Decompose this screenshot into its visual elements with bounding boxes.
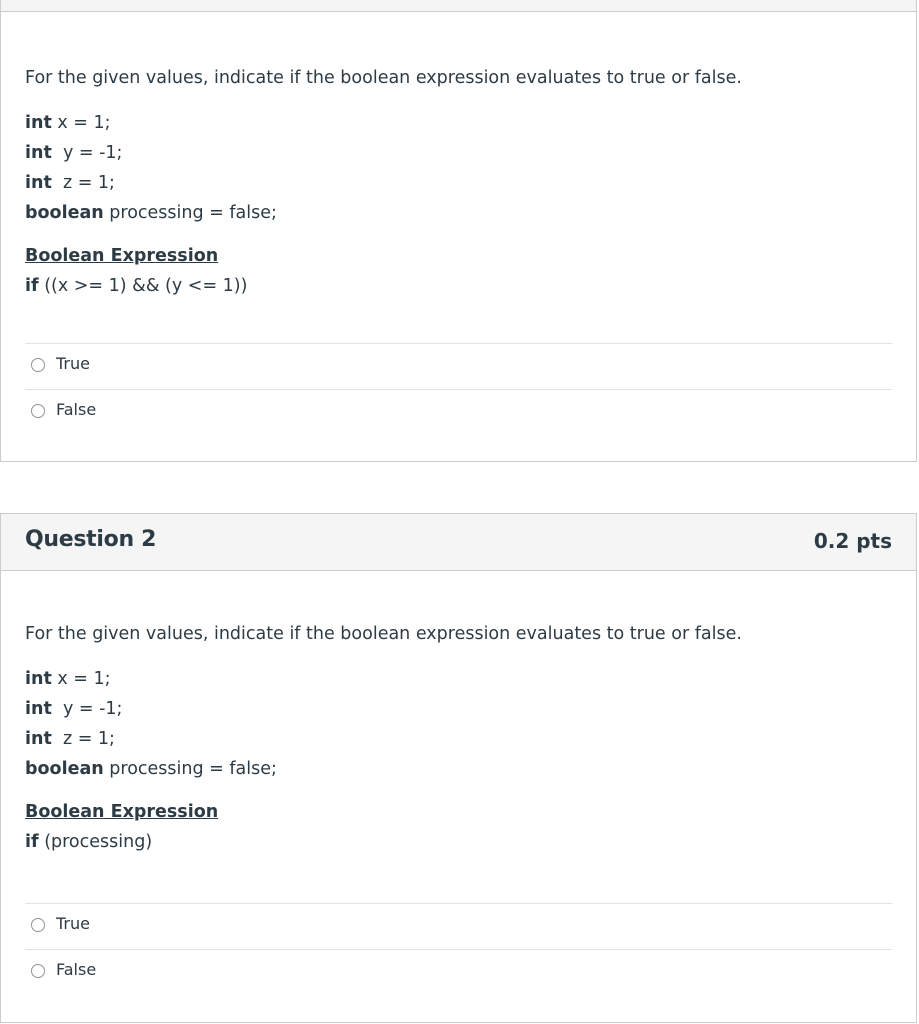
expression-keyword: if xyxy=(25,832,39,852)
declaration-keyword: boolean xyxy=(25,203,104,223)
question-prompt: For the given values, indicate if the boolean expression evaluates to true or false. xyxy=(25,68,742,88)
question-1-body xyxy=(25,63,892,301)
expression-heading: Boolean Expression xyxy=(25,246,219,266)
declaration-text: x = 1; xyxy=(51,113,111,133)
question-2-body xyxy=(25,619,892,857)
expression-text: ((x >= 1) && (y <= 1)) xyxy=(38,276,248,296)
question-points: 0.2 pts xyxy=(813,529,892,553)
question-card-2 xyxy=(0,513,917,1023)
question-title: Question 2 xyxy=(25,527,157,552)
declaration-text: y = -1; xyxy=(51,143,123,163)
answer-label[interactable]: False xyxy=(56,960,97,979)
declaration-text: y = -1; xyxy=(51,699,123,719)
question-card-1 xyxy=(0,0,917,462)
declaration-keyword: int xyxy=(25,173,52,193)
answer-label[interactable]: False xyxy=(56,400,97,419)
declaration-line xyxy=(25,754,892,784)
declaration-line xyxy=(25,694,892,724)
declaration-text: z = 1; xyxy=(51,173,115,193)
radio-button[interactable] xyxy=(31,358,45,372)
declaration-line xyxy=(25,664,892,694)
declaration-keyword: int xyxy=(25,669,52,689)
declaration-keyword: int xyxy=(25,113,52,133)
answer-label[interactable]: True xyxy=(56,354,90,373)
expression-keyword: if xyxy=(25,276,39,296)
expression-text: (processing) xyxy=(38,832,153,852)
answer-label[interactable]: True xyxy=(56,914,90,933)
question-2-header xyxy=(1,514,916,571)
expression-heading: Boolean Expression xyxy=(25,802,219,822)
declaration-line xyxy=(25,168,892,198)
declaration-line xyxy=(25,198,892,228)
radio-button[interactable] xyxy=(31,918,45,932)
answer-option-false[interactable] xyxy=(25,949,892,995)
declaration-keyword: int xyxy=(25,729,52,749)
declaration-line xyxy=(25,108,892,138)
declaration-keyword: boolean xyxy=(25,759,104,779)
answer-list xyxy=(25,903,892,995)
declaration-line xyxy=(25,724,892,754)
question-1-header xyxy=(1,0,916,12)
declaration-line xyxy=(25,138,892,168)
answer-option-false[interactable] xyxy=(25,389,892,435)
answer-option-true[interactable] xyxy=(25,903,892,949)
answer-option-true[interactable] xyxy=(25,343,892,389)
declaration-text: processing = false; xyxy=(103,203,277,223)
answer-list xyxy=(25,343,892,435)
expression-line xyxy=(25,827,892,857)
radio-button[interactable] xyxy=(31,404,45,418)
radio-button[interactable] xyxy=(31,964,45,978)
expression-line xyxy=(25,271,892,301)
declaration-text: processing = false; xyxy=(103,759,277,779)
question-prompt: For the given values, indicate if the boolean expression evaluates to true or false. xyxy=(25,624,742,644)
declaration-keyword: int xyxy=(25,699,52,719)
declaration-text: x = 1; xyxy=(51,669,111,689)
declaration-text: z = 1; xyxy=(51,729,115,749)
declaration-keyword: int xyxy=(25,143,52,163)
